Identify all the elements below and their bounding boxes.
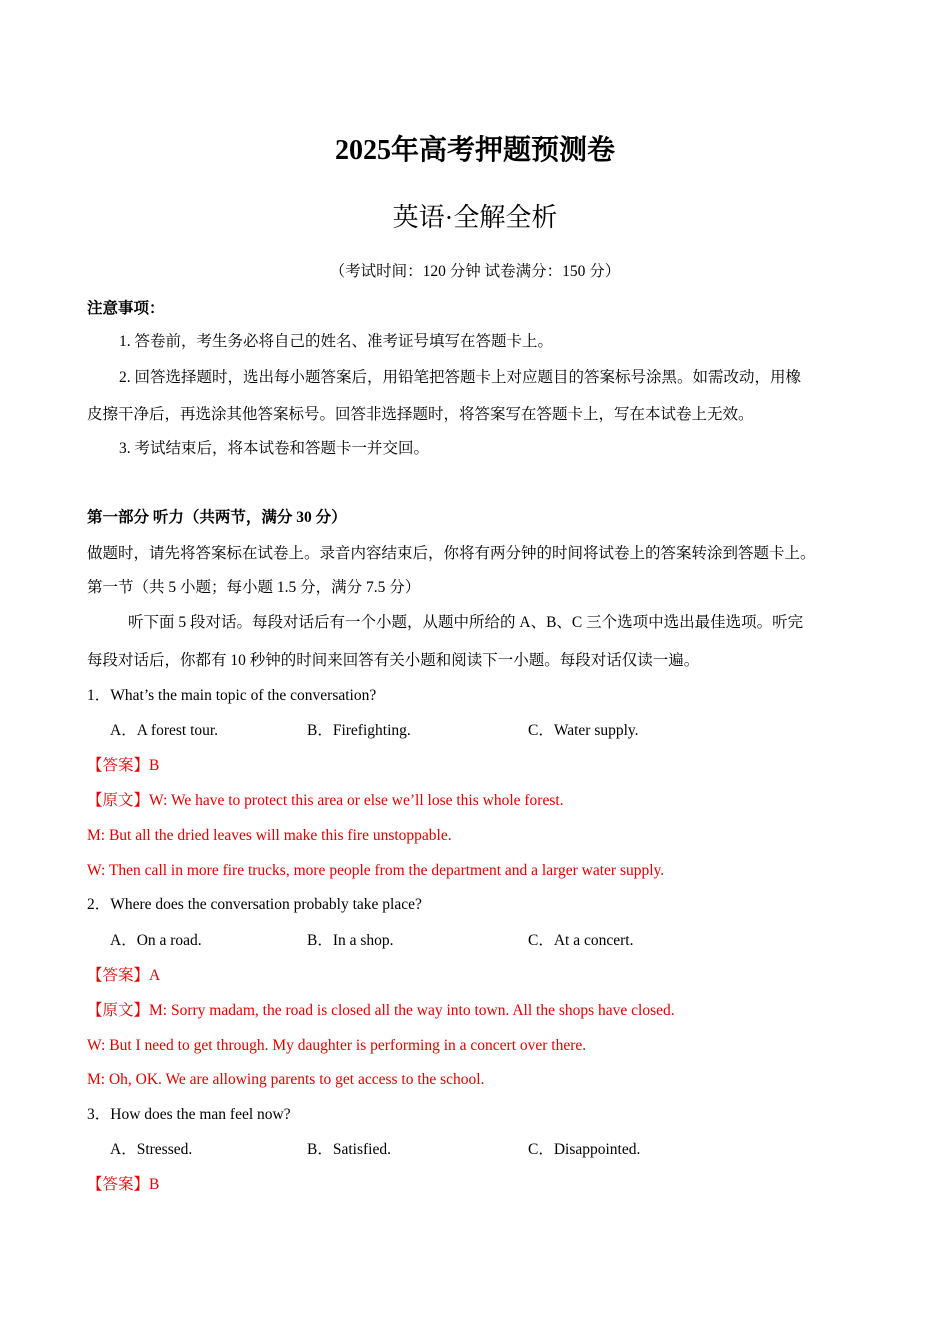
option-b: B．Firefighting. [307,722,411,739]
section1-directions: 听下面 5 段对话。每段对话后有一个小题，从题中所给的 A、B、C 三个选项中选出最佳选项。听完 [128,614,804,631]
question-stem: 3．How does the man feel now? [87,1106,291,1123]
answer-label: 【答案】A [87,967,161,984]
transcript-label: 【原文】 [87,792,150,809]
option-c: C．Disappointed. [528,1141,641,1158]
transcript-line [87,1001,675,1021]
exam-info: （考试时间：120 分钟 试卷满分：150 分） [329,263,621,280]
section1-directions-continued: 每段对话后，你都有 10 秒钟的时间来回答有关小题和阅读下一小题。每段对话仅读一遍。 [87,652,700,669]
transcript-line: W: But I need to get through. My daughter is performing in a concert over there. [87,1037,587,1054]
transcript-label: 【原文】 [87,1002,150,1019]
option-c: C．Water supply. [528,722,639,739]
option-b: B．Satisfied. [307,1141,391,1158]
page-title: 2025年高考押题预测卷 [334,135,615,166]
option-a: A．On a road. [110,932,202,949]
notice-item-3: 3. 考试结束后，将本试卷和答题卡一并交回。 [119,440,430,457]
option-a: A．Stressed. [110,1141,193,1158]
transcript-line [87,791,564,811]
notice-item-2: 2. 回答选择题时，选出每小题答案后，用铅笔把答题卡上对应题目的答案标号涂黑。如需改动，用橡 [119,369,802,386]
answer-label: 【答案】B [87,1176,160,1193]
notice-item-1: 1. 答卷前，考生务必将自己的姓名、准考证号填写在答题卡上。 [119,333,554,350]
transcript-line: M: But all the dried leaves will make this fire unstoppable. [87,827,452,844]
page-subtitle: 英语·全解全析 [392,203,558,232]
part1-heading: 第一部分 听力（共两节，满分 30 分） [87,509,347,526]
section1-heading: 第一节（共 5 小题；每小题 1.5 分，满分 7.5 分） [87,579,421,596]
part1-instruction: 做题时，请先将答案标在试卷上。录音内容结束后，你将有两分钟的时间将试卷上的答案转涂到答题卡上。 [87,545,816,562]
transcript-text: W: We have to protect this area or else we’ll lose this whole forest. [149,792,564,809]
transcript-text: M: Sorry madam, the road is closed all the way into town. All the shops have closed. [149,1002,675,1019]
option-b: B．In a shop. [307,932,394,949]
answer-label: 【答案】B [87,757,160,774]
transcript-line: M: Oh, OK. We are allowing parents to get access to the school. [87,1071,485,1088]
transcript-line: W: Then call in more fire trucks, more people from the department and a larger water supply. [87,862,665,879]
question-stem: 1．What’s the main topic of the conversation? [87,687,377,704]
option-c: C．At a concert. [528,932,634,949]
option-a: A．A forest tour. [110,722,219,739]
notice-item-2-continued: 皮擦干净后，再选涂其他答案标号。回答非选择题时，将答案写在答题卡上，写在本试卷上无效。 [87,406,754,423]
question-stem: 2．Where does the conversation probably take place? [87,896,422,913]
notice-heading: 注意事项： [87,300,165,317]
